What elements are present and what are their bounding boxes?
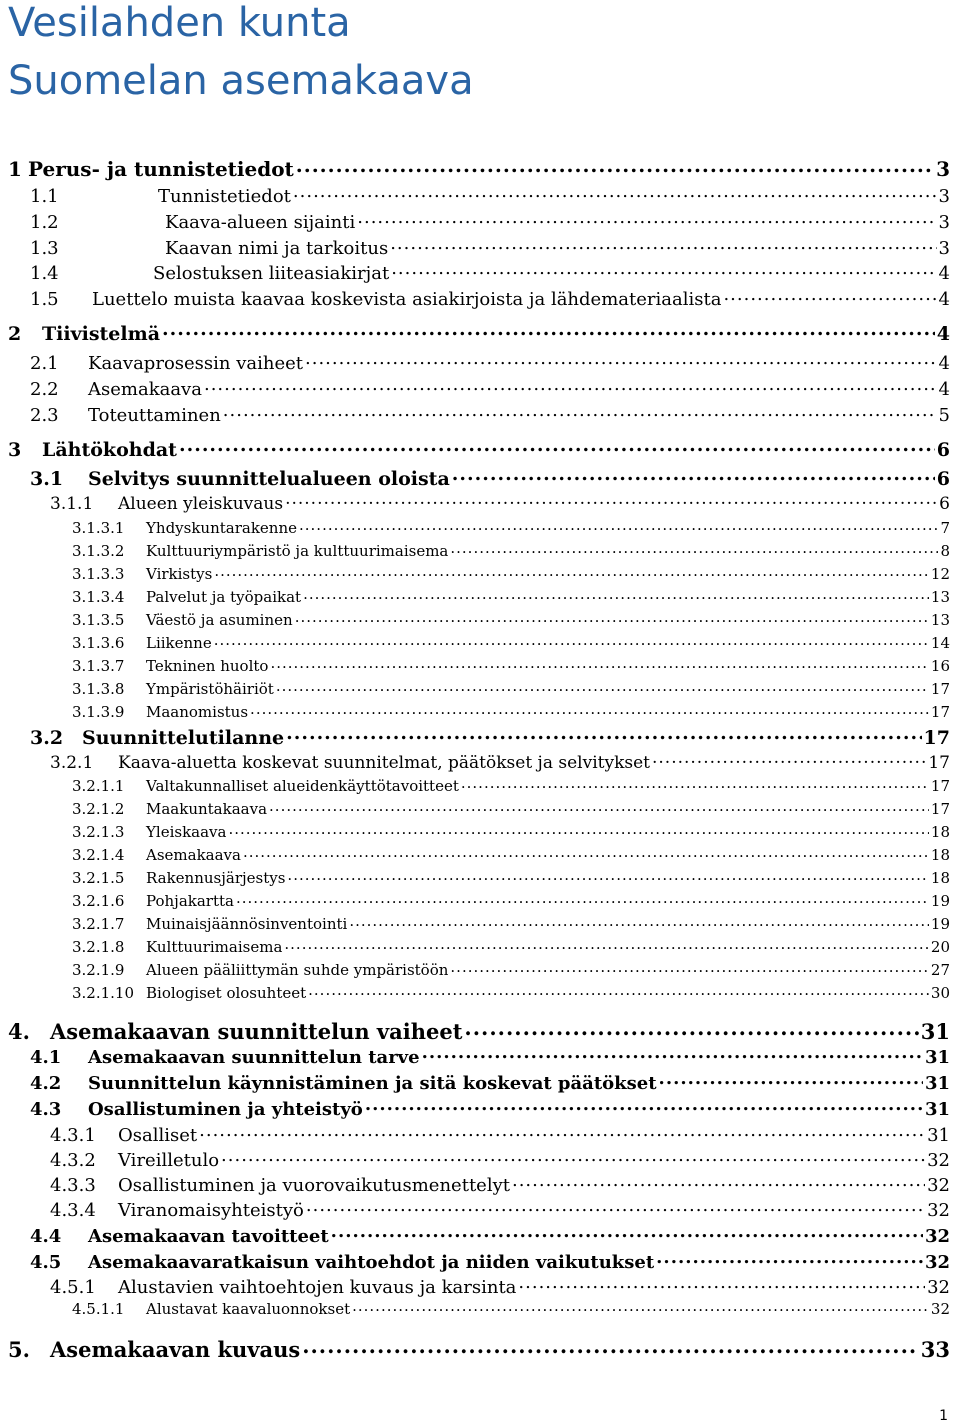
toc-entry-page: 32	[927, 1150, 950, 1171]
toc-entry-page: 31	[927, 1125, 950, 1146]
toc-entry-number: 3.1.3.4	[72, 588, 125, 606]
toc-entry-label: Osallistuminen ja yhteistyö	[88, 1099, 363, 1120]
toc-entry-label: Kaava-aluetta koskevat suunnitelmat, päätökset ja selvitykset	[118, 753, 650, 773]
page-number: 1	[939, 1408, 948, 1424]
toc-dot-leader	[214, 564, 929, 579]
toc-entry-number: 1	[8, 157, 22, 181]
toc-entry-number: 3.2.1.3	[72, 823, 125, 841]
toc-entry[interactable]	[30, 1250, 950, 1273]
toc-dot-leader	[299, 518, 938, 533]
toc-entry-number: 4.3	[30, 1099, 62, 1120]
document-subtitle: Suomelan asemakaava	[8, 58, 474, 104]
toc-dot-leader	[659, 1071, 923, 1089]
toc-entry-number: 4.3.4	[50, 1200, 96, 1221]
toc-entry-label: Maakuntakaava	[146, 800, 268, 818]
toc-dot-leader	[270, 656, 928, 671]
toc-entry-label: Viranomaisyhteistyö	[118, 1200, 304, 1221]
toc-entry-label: Asemakaava	[88, 379, 202, 400]
toc-dot-leader	[223, 403, 937, 421]
toc-entry-label: Valtakunnalliset alueidenkäyttötavoitteet	[146, 777, 459, 795]
toc-entry-page: 31	[924, 1047, 950, 1068]
toc-entry-page: 32	[927, 1200, 950, 1221]
toc-entry-number: 3.1.3.8	[72, 680, 125, 698]
toc-entry[interactable]	[72, 799, 950, 818]
toc-entry[interactable]	[72, 983, 950, 1002]
toc-dot-leader	[349, 914, 929, 929]
toc-entry-number: 1.4	[30, 263, 59, 284]
toc-entry-page: 32	[927, 1277, 950, 1298]
toc-entry-page: 5	[938, 405, 950, 426]
toc-dot-leader	[276, 679, 929, 694]
toc-entry-number: 3.1.3.1	[72, 519, 125, 537]
toc-entry-page: 18	[930, 869, 950, 887]
toc-entry[interactable]	[50, 1123, 950, 1146]
toc-entry-number: 2.1	[30, 353, 59, 374]
toc-entry-page: 17	[930, 800, 950, 818]
toc-entry-page: 6	[936, 439, 950, 461]
toc-entry[interactable]	[8, 437, 950, 461]
toc-entry-number: 3.1.3.5	[72, 611, 125, 629]
toc-dot-leader	[221, 1148, 925, 1166]
toc-entry-label: Tiivistelmä	[42, 323, 161, 345]
toc-entry[interactable]	[50, 751, 950, 773]
toc-entry-number: 4.1	[30, 1047, 62, 1068]
toc-dot-leader	[204, 377, 937, 395]
toc-dot-leader	[450, 960, 929, 975]
toc-entry-label: Liikenne	[146, 634, 212, 652]
toc-dot-leader	[464, 1018, 918, 1039]
toc-dot-leader	[295, 610, 929, 625]
toc-entry[interactable]	[72, 868, 950, 887]
toc-dot-leader	[365, 1097, 923, 1115]
toc-entry-label: Kulttuurimaisema	[146, 938, 283, 956]
toc-entry-page: 17	[923, 727, 950, 749]
toc-entry[interactable]	[30, 236, 950, 259]
toc-entry-number: 4.	[8, 1019, 30, 1044]
toc-entry-label: Toteuttaminen	[88, 405, 221, 426]
toc-entry-page: 30	[930, 984, 950, 1002]
toc-entry-page: 18	[930, 823, 950, 841]
toc-entry-page: 4	[938, 289, 950, 310]
toc-entry-number: 3.2	[30, 727, 64, 749]
toc-entry[interactable]	[50, 1148, 950, 1171]
toc-entry-page: 4	[938, 263, 950, 284]
toc-dot-leader	[391, 261, 936, 279]
toc-dot-leader	[512, 1173, 925, 1191]
toc-entry-page: 19	[930, 915, 950, 933]
toc-entry-page: 18	[930, 846, 950, 864]
toc-dot-leader	[331, 1224, 923, 1242]
toc-dot-leader	[243, 845, 929, 860]
toc-dot-leader	[656, 1250, 923, 1268]
toc-entry[interactable]	[72, 587, 950, 606]
toc-dot-leader	[214, 633, 929, 648]
toc-dot-leader	[303, 587, 929, 602]
toc-entry-page: 6	[936, 468, 950, 490]
toc-entry-page: 32	[924, 1252, 950, 1273]
toc-entry[interactable]	[50, 1198, 950, 1221]
toc-entry-label: Rakennusjärjestys	[146, 869, 286, 887]
toc-entry-number: 3.1.3.2	[72, 542, 125, 560]
toc-entry-label: Asemakaavan tavoitteet	[88, 1226, 329, 1247]
toc-entry[interactable]	[50, 492, 950, 514]
toc-entry-label: Väestö ja asuminen	[146, 611, 293, 629]
toc-dot-leader	[352, 1299, 929, 1314]
toc-entry[interactable]	[30, 466, 950, 490]
toc-entry-label: Selostuksen liiteasiakirjat	[153, 263, 390, 284]
toc-dot-leader	[286, 725, 921, 744]
toc-entry[interactable]	[30, 1045, 950, 1068]
toc-entry-number: 4.4	[30, 1226, 62, 1247]
toc-entry-number: 3.2.1.10	[72, 984, 135, 1002]
toc-entry-page: 12	[930, 565, 950, 583]
toc-entry[interactable]	[72, 518, 950, 537]
toc-entry-label: Alueen pääliittymän suhde ympäristöön	[146, 961, 449, 979]
toc-entry-label: Kaavan nimi ja tarkoitus	[165, 238, 389, 259]
toc-entry[interactable]	[8, 321, 950, 345]
toc-dot-leader	[287, 868, 928, 883]
toc-entry[interactable]	[72, 1299, 950, 1318]
toc-entry-page: 32	[930, 1300, 950, 1318]
toc-entry-number: 3.2.1.7	[72, 915, 125, 933]
toc-entry-label: Asemakaavan kuvaus	[50, 1337, 301, 1362]
toc-entry-label: Suunnittelutilanne	[82, 727, 285, 749]
toc-entry[interactable]	[72, 702, 950, 721]
toc-dot-leader	[228, 822, 928, 837]
toc-entry-number: 4.3.3	[50, 1175, 96, 1196]
toc-entry-number: 3.2.1.2	[72, 800, 125, 818]
toc-entry-label: Virkistys	[146, 565, 213, 583]
toc-entry-label: Lähtökohdat	[42, 439, 177, 461]
toc-entry-page: 19	[930, 892, 950, 910]
toc-entry-label: Selvitys suunnittelualueen oloista	[88, 468, 450, 490]
toc-entry-number: 3.2.1.6	[72, 892, 125, 910]
toc-entry-label: Tunnistetiedot	[158, 186, 291, 207]
toc-entry-label: Osalliset	[118, 1125, 198, 1146]
toc-entry-page: 13	[930, 588, 950, 606]
toc-entry-number: 2.3	[30, 405, 59, 426]
toc-entry-page: 17	[928, 753, 950, 773]
toc-entry[interactable]	[72, 914, 950, 933]
toc-entry[interactable]	[30, 210, 950, 233]
toc-dot-leader	[179, 437, 935, 456]
toc-entry-number: 3.2.1.4	[72, 846, 125, 864]
toc-entry[interactable]	[72, 564, 950, 583]
toc-dot-leader	[250, 702, 929, 717]
toc-entry-number: 3.1.3.6	[72, 634, 125, 652]
toc-entry[interactable]	[30, 403, 950, 426]
toc-entry-number: 4.3.2	[50, 1150, 96, 1171]
toc-entry-page: 3	[938, 212, 950, 233]
toc-entry-page: 17	[930, 703, 950, 721]
toc-dot-leader	[422, 1045, 923, 1063]
toc-dot-leader	[236, 891, 929, 906]
toc-entry[interactable]	[72, 610, 950, 629]
toc-entry-number: 3.1.3.7	[72, 657, 125, 675]
toc-dot-leader	[357, 210, 936, 228]
toc-entry[interactable]	[30, 261, 950, 284]
toc-entry-page: 7	[940, 519, 950, 537]
toc-entry-label: Ympäristöhäiriöt	[146, 680, 274, 698]
toc-entry-label: Muinaisjäännösinventointi	[146, 915, 348, 933]
toc-dot-leader	[723, 287, 936, 305]
toc-entry-number: 3.2.1.5	[72, 869, 125, 887]
toc-dot-leader	[293, 184, 937, 202]
toc-entry[interactable]	[30, 1071, 950, 1094]
toc-entry-label: Kaavaprosessin vaiheet	[88, 353, 303, 374]
toc-entry-label: Pohjakartta	[146, 892, 234, 910]
toc-entry-number: 4.3.1	[50, 1125, 96, 1146]
toc-dot-leader	[452, 466, 935, 485]
toc-entry-number: 3.2.1.8	[72, 938, 125, 956]
toc-entry-label: Asemakaavaratkaisun vaihtoehdot ja niiden vaikutukset	[88, 1252, 655, 1273]
toc-entry-label: Alustavat kaavaluonnokset	[146, 1300, 351, 1318]
toc-entry-label: Tekninen huolto	[146, 657, 269, 675]
toc-entry-page: 3	[936, 157, 950, 181]
toc-dot-leader	[284, 937, 929, 952]
toc-entry-label: Osallistuminen ja vuorovaikutusmenettelyt	[118, 1175, 510, 1196]
toc-entry[interactable]	[72, 937, 950, 956]
toc-entry-number: 1.5	[30, 289, 59, 310]
toc-entry-page: 32	[924, 1226, 950, 1247]
toc-entry-page: 4	[938, 353, 950, 374]
toc-dot-leader	[269, 799, 929, 814]
toc-entry[interactable]	[72, 656, 950, 675]
toc-entry-label: Kaava-alueen sijainti	[165, 212, 356, 233]
toc-entry-label: Alustavien vaihtoehtojen kuvaus ja karsinta	[118, 1277, 517, 1298]
toc-entry-label: Perus- ja tunnistetiedot	[28, 157, 294, 181]
toc-entry-label: Asemakaavan suunnittelun vaiheet	[50, 1019, 463, 1044]
toc-entry-page: 17	[930, 680, 950, 698]
toc-entry-label: Kulttuuriympäristö ja kulttuurimaisema	[146, 542, 449, 560]
toc-entry-label: Yleiskaava	[146, 823, 227, 841]
toc-entry[interactable]	[30, 351, 950, 374]
toc-entry-number: 3.2.1.9	[72, 961, 125, 979]
toc-dot-leader	[652, 751, 926, 768]
toc-entry-number: 1.3	[30, 238, 59, 259]
toc-entry[interactable]	[30, 725, 950, 749]
toc-entry[interactable]	[72, 822, 950, 841]
toc-entry-page: 20	[930, 938, 950, 956]
toc-dot-leader	[308, 983, 929, 998]
toc-entry-label: Vireilletulo	[118, 1150, 220, 1171]
toc-dot-leader	[199, 1123, 925, 1141]
toc-entry-page: 14	[930, 634, 950, 652]
toc-entry[interactable]	[50, 1173, 950, 1196]
toc-entry-page: 6	[939, 494, 950, 514]
toc-entry-label: Alueen yleiskuvaus	[118, 494, 284, 514]
toc-entry-page: 16	[930, 657, 950, 675]
toc-entry-number: 3.1.3.3	[72, 565, 125, 583]
toc-entry-page: 31	[924, 1073, 950, 1094]
toc-entry-page: 31	[920, 1019, 950, 1044]
toc-dot-leader	[390, 236, 936, 254]
toc-dot-leader	[461, 776, 929, 791]
toc-entry-label: Suunnittelun käynnistäminen ja sitä koskevat päätökset	[88, 1073, 657, 1094]
toc-entry-label: Palvelut ja työpaikat	[146, 588, 302, 606]
toc-entry-page: 33	[920, 1337, 950, 1362]
toc-entry-number: 3.2.1.1	[72, 777, 125, 795]
toc-entry-page: 27	[930, 961, 950, 979]
toc-entry-number: 4.5.1	[50, 1277, 96, 1298]
toc-entry-number: 3	[8, 439, 22, 461]
toc-entry-number: 5.	[8, 1337, 30, 1362]
toc-entry-label: Asemakaava	[146, 846, 241, 864]
toc-entry-label: Maanomistus	[146, 703, 249, 721]
toc-dot-leader	[306, 1198, 925, 1216]
toc-entry-label: Luettelo muista kaavaa koskevista asiakirjoista ja lähdemateriaalista	[92, 289, 722, 310]
toc-entry-page: 8	[940, 542, 950, 560]
toc-entry-label: Yhdyskuntarakenne	[146, 519, 297, 537]
toc-entry-number: 1.1	[30, 186, 59, 207]
toc-entry[interactable]	[30, 1097, 950, 1120]
toc-entry[interactable]	[72, 633, 950, 652]
toc-entry-number: 4.5	[30, 1252, 62, 1273]
toc-entry-page: 4	[938, 379, 950, 400]
toc-dot-leader	[302, 1336, 919, 1357]
toc-dot-leader	[285, 492, 937, 509]
toc-entry-number: 1.2	[30, 212, 59, 233]
toc-dot-leader	[518, 1275, 925, 1293]
toc-entry[interactable]	[30, 184, 950, 207]
toc-entry-label: Biologiset olosuhteet	[146, 984, 307, 1002]
toc-entry-number: 4.2	[30, 1073, 62, 1094]
toc-entry-label: Asemakaavan suunnittelun tarve	[88, 1047, 420, 1068]
toc-entry[interactable]	[72, 960, 950, 979]
toc-entry-number: 3.1	[30, 468, 64, 490]
toc-entry-number: 2.2	[30, 379, 59, 400]
toc-entry-number: 2	[8, 323, 22, 345]
toc-entry[interactable]	[72, 541, 950, 560]
toc-dot-leader	[296, 156, 934, 176]
toc-entry-page: 3	[938, 186, 950, 207]
toc-entry[interactable]	[72, 845, 950, 864]
toc-entry-page: 31	[924, 1099, 950, 1120]
toc-entry[interactable]	[50, 1275, 950, 1298]
toc-entry-page: 3	[938, 238, 950, 259]
toc-dot-leader	[162, 321, 935, 340]
toc-entry-number: 3.1.3.9	[72, 703, 125, 721]
toc-dot-leader	[305, 351, 937, 369]
toc-dot-leader	[450, 541, 938, 556]
toc-entry[interactable]	[8, 1336, 950, 1361]
toc-entry-number: 3.2.1	[50, 753, 94, 773]
document-title: Vesilahden kunta	[8, 0, 351, 46]
toc-entry[interactable]	[8, 1018, 950, 1043]
toc-entry[interactable]	[30, 377, 950, 400]
toc-entry[interactable]	[30, 287, 950, 310]
toc-entry-number: 3.1.1	[50, 494, 94, 514]
toc-entry[interactable]	[72, 776, 950, 795]
toc-entry[interactable]	[8, 156, 950, 180]
toc-entry-page: 13	[930, 611, 950, 629]
toc-entry-page: 32	[927, 1175, 950, 1196]
toc-entry-page: 17	[930, 777, 950, 795]
toc-entry[interactable]	[72, 679, 950, 698]
toc-entry-page: 4	[936, 323, 950, 345]
toc-entry[interactable]	[30, 1224, 950, 1247]
toc-entry[interactable]	[72, 891, 950, 910]
toc-entry-number: 4.5.1.1	[72, 1300, 125, 1318]
